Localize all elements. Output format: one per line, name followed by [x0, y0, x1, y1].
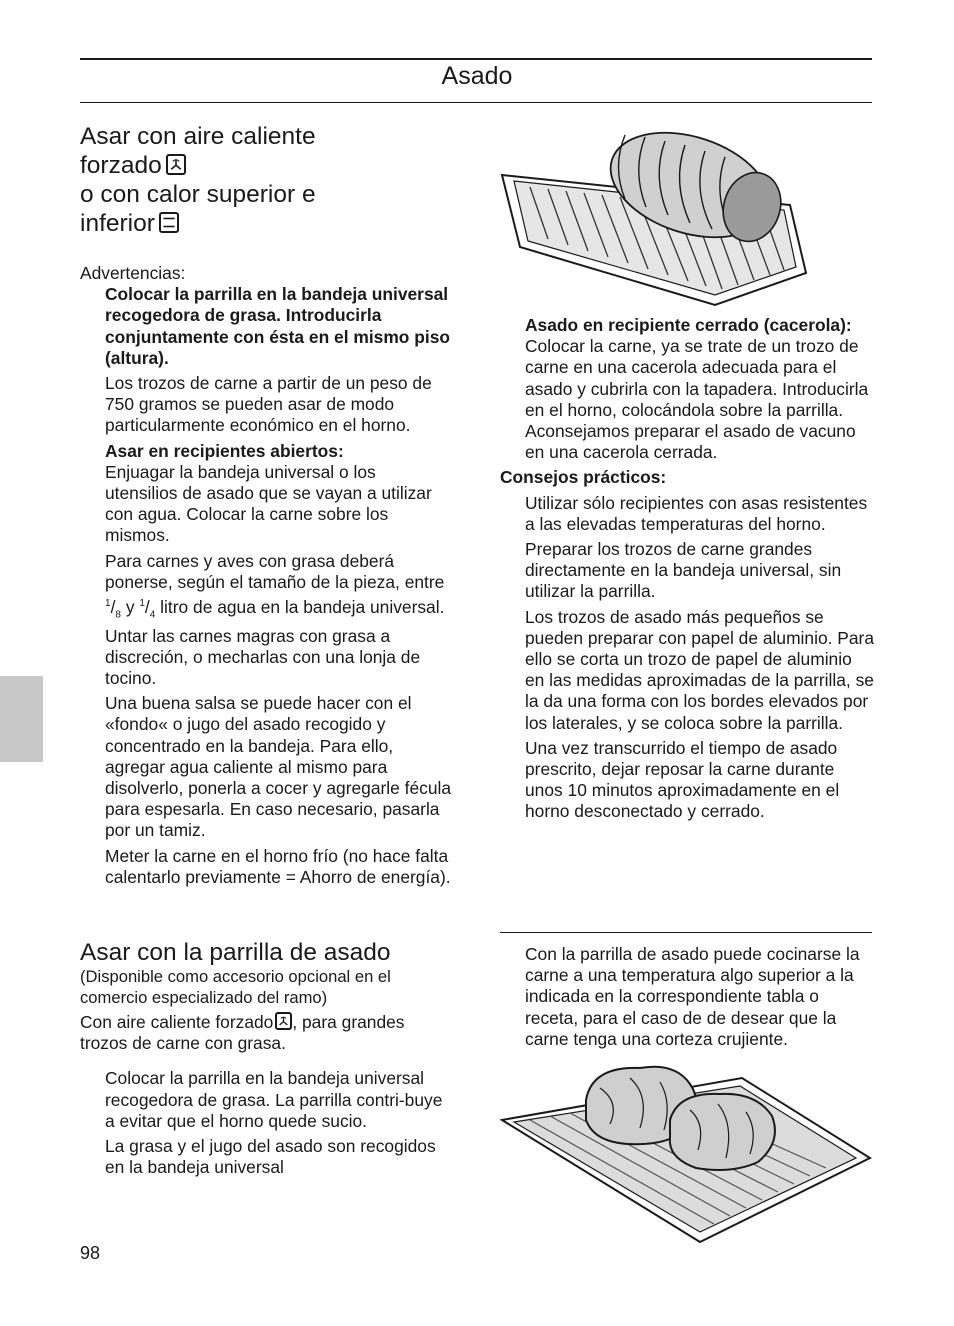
header-bottom-rule	[80, 102, 872, 103]
tips-label: Consejos prácticos:	[500, 467, 667, 488]
closed-container-label: Asado en recipiente cerrado (cacerola):	[525, 315, 852, 335]
roast-on-rack-illustration	[500, 115, 810, 310]
intro-text: , para grandes trozos de carne con grasa.	[80, 1012, 405, 1054]
section2-right	[500, 944, 875, 1050]
fat-text: litro de agua en la bandeja universal. Untar las carnes magras con grasa a discreción, o mecharlas con una lonja de tocino.	[105, 596, 445, 688]
fraction-num: 1	[105, 598, 111, 610]
section2-left	[80, 938, 452, 1178]
left-column	[80, 263, 452, 888]
fraction-num: 1	[139, 598, 145, 610]
grill-paragraph-1: Colocar la parrilla en la bandeja universal recogedora de grasa. La parrilla contri-buye a evitar que el horno quede sucio.	[105, 1068, 443, 1131]
closed-container-text: Colocar la carne, ya se trate de un trozo de carne en una cacerola adecuada para el asado y cubrirla con la tapadera. Introducirla en el horno, colocándola sobre la parrilla.	[525, 336, 869, 420]
sauce-paragraph: Una buena salsa se puede hacer con el «fondo« o jugo del asado recogido y concentrado en la bandeja. Para ello, agregar agua caliente al mismo para disolverlo, ponerla a cocer y agregarle fécula para espesarla. En caso necesario, pasarla por un tamiz.	[105, 693, 452, 841]
tip-item: Utilizar sólo recipientes con asas resistentes a las elevadas temperaturas del horno.	[525, 492, 868, 534]
tip-item: Los trozos de asado más pequeños se pueden preparar con papel de aluminio. Para ello se corta un trozo de papel de aluminio en las medidas aproximadas de la parrilla, se la da una forma con los bordes elevados por los laterales, y se coloca sobre la parrilla.	[525, 606, 875, 733]
section2-title: Asar con la parrilla de asado	[80, 939, 391, 966]
title-text: inferior	[80, 210, 155, 237]
title-line	[80, 209, 480, 238]
grill-right-text: Con la parrilla de asado puede cocinarse la carne a una temperatura algo superior a la indicada en la correspondiente tabla o receta, para el caso de de desear que la carne tenga una corteza crujiente.	[525, 944, 860, 1049]
section2-subtitle: (Disponible como accesorio opcional en el comercio especializado del ramo)	[80, 967, 391, 1007]
chapter-tab	[0, 676, 43, 762]
closed-container-text-2: Aconsejamos preparar el asado de vacuno en una cacerola cerrada.	[525, 421, 856, 463]
section1-title	[80, 122, 480, 238]
section2-rule	[500, 932, 872, 933]
tip-item: Una vez transcurrido el tiempo de asado prescrito, dejar reposar la carne durante unos 10 minutos aproximadamente en el horno desconectado y cerrado.	[525, 737, 840, 822]
convection-fan-icon	[275, 1012, 292, 1030]
fat-paragraph: Para carnes y aves con grasa deberá ponerse, según el tamaño de la pieza, entre $^1/_8$ y $^1/_4$ litro de agua en la bandeja universal. Untar las carnes magras con grasa a discreción, o mecharlas con una lonja de tocino.	[105, 550, 445, 688]
page-number: 98	[80, 1243, 101, 1263]
tip-item: Preparar los trozos de carne grandes directamente en la bandeja universal, sin utilizar la parrilla.	[525, 539, 842, 602]
open-container-text: Enjuagar la bandeja universal o los utensilios de asado que se vayan a utilizar con agua. Colocar la carne sobre los mismos.	[105, 461, 432, 546]
top-bottom-heat-icon	[159, 212, 179, 233]
intro-text: Con aire caliente forzado	[80, 1012, 274, 1032]
fat-text: y	[125, 596, 135, 617]
fat-text: Para carnes y aves con grasa deberá ponerse, según el tamaño de la pieza, entre	[105, 550, 445, 592]
open-container-label: Asar en recipientes abiertos:	[105, 440, 344, 461]
fraction-den: 8	[115, 609, 121, 621]
advertencias-label: Advertencias:	[80, 263, 186, 283]
title-line: Asar con aire caliente	[80, 123, 316, 150]
title-line: o con calor superior e	[80, 181, 316, 208]
grill-paragraph-2: La grasa y el jugo del asado son recogidos en la bandeja universal	[105, 1136, 436, 1178]
right-column	[500, 315, 875, 823]
title-text: forzado	[80, 152, 162, 179]
page-header-title: Asado	[441, 62, 513, 90]
top-rule	[80, 58, 872, 60]
cold-oven-paragraph: Meter la carne en el horno frío (no hace falta calentarlo previamente = Ahorro de energía).	[105, 845, 451, 887]
warning-text: Colocar la parrilla en la bandeja universal recogedora de grasa. Introducirla conjuntamente con ésta en el mismo piso (altura).	[105, 284, 450, 368]
section2-intro	[80, 1012, 452, 1054]
convection-fan-icon	[166, 154, 186, 175]
meat-on-grill-illustration	[500, 1058, 872, 1243]
fraction-den: 4	[149, 609, 156, 621]
title-line	[80, 151, 480, 180]
weight-paragraph: Los trozos de carne a partir de un peso de 750 gramos se pueden asar de modo particularmente económico en el horno.	[105, 373, 432, 436]
